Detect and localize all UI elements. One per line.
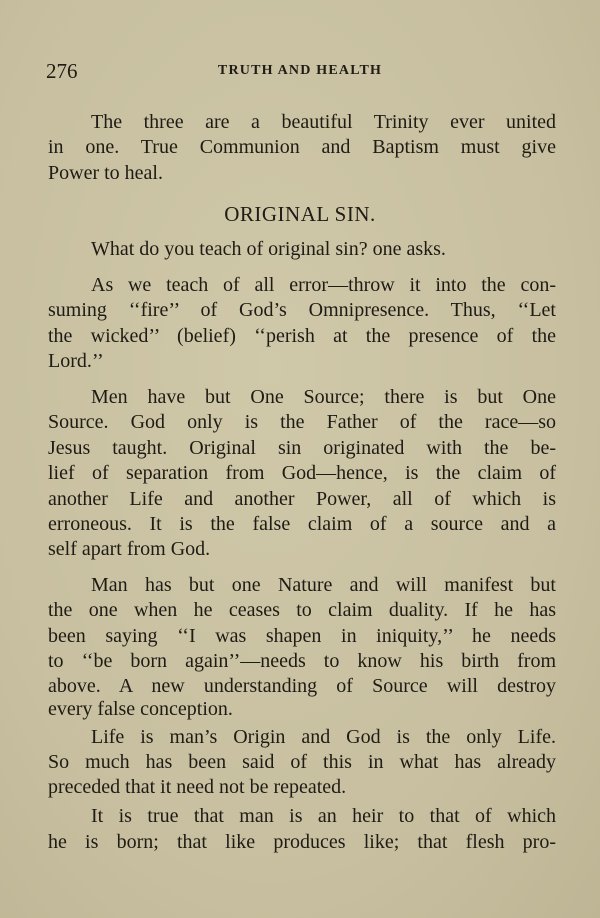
section-heading: ORIGINAL SIN. — [224, 202, 376, 226]
text-line: preceded that it need not be repeated. — [48, 776, 347, 798]
text-line: It is true that man is an heir to that of which — [91, 805, 556, 827]
text-line: Lord.’’ — [48, 350, 104, 372]
text-line: What do you teach of original sin? one asks. — [91, 238, 446, 260]
text-line: So much has been said of this in what has already — [48, 751, 556, 773]
text-line: in one. True Communion and Baptism must give — [48, 136, 556, 158]
text-line: self apart from God. — [48, 538, 211, 560]
text-line: erroneous. It is the false claim of a source and a — [48, 513, 556, 535]
text-line: above. A new understanding of Source will destroy — [48, 675, 556, 697]
text-line: Men have but One Source; there is but One — [91, 386, 556, 408]
text-line: been saying ‘‘I was shapen in iniquity,’’ he needs — [48, 625, 556, 647]
text-line: the one when he ceases to claim duality. If he has — [48, 599, 556, 621]
page-number: 276 — [46, 59, 78, 83]
text-line: suming ‘‘fire’’ of God’s Omnipresence. Thus, ‘‘Let — [48, 299, 556, 321]
text-line: The three are a beautiful Trinity ever united — [91, 111, 556, 133]
running-head: TRUTH AND HEALTH — [217, 63, 383, 78]
text-line: Life is man’s Origin and God is the only Life. — [91, 726, 556, 748]
text-line: As we teach of all error—throw it into the con- — [91, 274, 556, 296]
text-line: Jesus taught. Original sin originated with the be- — [48, 437, 556, 459]
text-line: Power to heal. — [48, 162, 163, 184]
text-line: every false conception. — [48, 698, 233, 720]
text-line: Source. God only is the Father of the race—so — [48, 411, 556, 433]
text-line: he is born; that like produces like; that flesh pro- — [48, 831, 556, 853]
text-line: the wicked’’ (belief) ‘‘perish at the presence of the — [48, 325, 556, 347]
text-line: to ‘‘be born again’’—needs to know his birth from — [48, 650, 556, 672]
text-line: lief of separation from God—hence, is the claim of — [48, 462, 556, 484]
text-line: another Life and another Power, all of which is — [48, 488, 556, 510]
text-line: Man has but one Nature and will manifest but — [91, 574, 556, 596]
